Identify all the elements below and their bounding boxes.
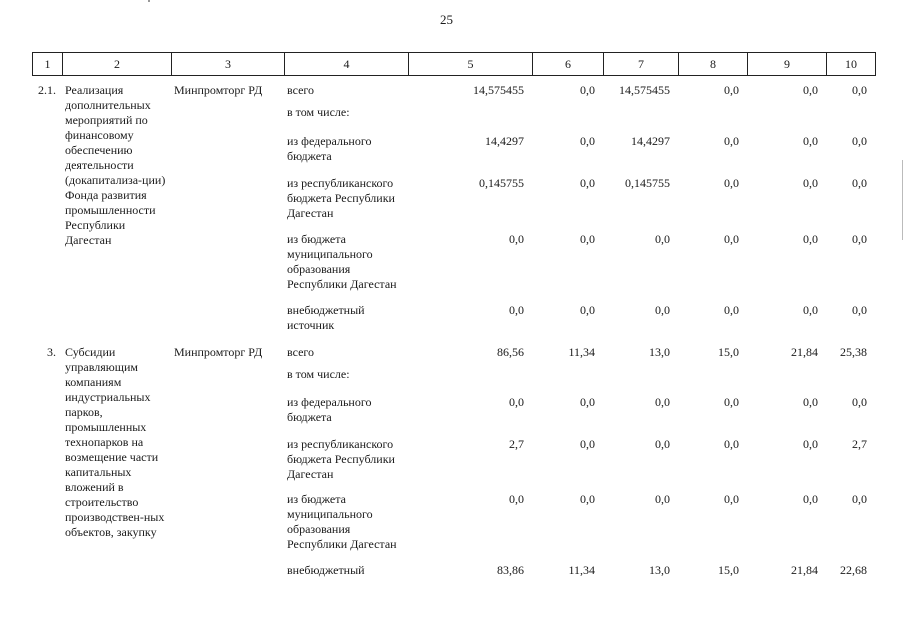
section-table <box>32 83 875 343</box>
section-executor: Минпромторг РД <box>174 345 263 359</box>
section-name: Реализация дополнительных мероприятий по финансовому обеспечению деятельности (докапитализа-ции) Фонда развития промышленности Республики Дагестан <box>65 83 166 247</box>
value-cell: 0,0 <box>580 492 595 506</box>
column-header-8: 8 <box>679 53 748 76</box>
value-cell: 0,0 <box>655 232 670 246</box>
value-cell: 0,0 <box>852 232 867 246</box>
value-cell: 0,0 <box>803 232 818 246</box>
table-row <box>32 83 875 105</box>
value-cell: 21,84 <box>791 345 818 359</box>
value-cell: 0,0 <box>509 395 524 409</box>
value-cell: 0,0 <box>803 395 818 409</box>
column-header-1: 1 <box>33 53 63 76</box>
value-cell: 0,0 <box>655 437 670 451</box>
value-cell: 0,0 <box>724 176 739 190</box>
column-header-4: 4 <box>285 53 409 76</box>
row-label: из бюджета муниципального образования Республики Дагестан <box>287 492 397 551</box>
value-cell: 0,145755 <box>625 176 670 190</box>
column-header-9: 9 <box>748 53 827 76</box>
value-cell: 11,34 <box>568 563 595 577</box>
value-cell: 22,68 <box>840 563 867 577</box>
scan-edge-mark <box>902 160 903 240</box>
column-header-3: 3 <box>172 53 285 76</box>
scan-speck <box>148 0 150 2</box>
row-label: из республиканского бюджета Республики Дагестан <box>287 437 395 481</box>
value-cell: 14,4297 <box>485 134 524 148</box>
value-cell: 0,0 <box>803 437 818 451</box>
value-cell: 0,0 <box>852 492 867 506</box>
value-cell: 0,0 <box>580 303 595 317</box>
value-cell: 0,0 <box>803 134 818 148</box>
section-executor: Минпромторг РД <box>174 83 263 97</box>
value-cell: 0,0 <box>580 176 595 190</box>
row-label: из республиканского бюджета Республики Дагестан <box>287 176 395 220</box>
row-label: из федерального бюджета <box>287 134 372 163</box>
value-cell: 0,0 <box>580 83 595 97</box>
value-cell: 0,0 <box>724 232 739 246</box>
section-number: 2.1. <box>38 83 56 97</box>
value-cell: 0,0 <box>580 134 595 148</box>
row-label: из бюджета муниципального образования Республики Дагестан <box>287 232 397 291</box>
value-cell: 0,0 <box>803 492 818 506</box>
value-cell: 0,0 <box>852 134 867 148</box>
value-cell: 2,7 <box>509 437 524 451</box>
value-cell: 2,7 <box>852 437 867 451</box>
value-cell: 0,0 <box>655 492 670 506</box>
value-cell: 83,86 <box>497 563 524 577</box>
value-cell: 0,0 <box>509 303 524 317</box>
value-cell: 0,0 <box>803 83 818 97</box>
value-cell: 0,0 <box>509 492 524 506</box>
value-cell: 0,0 <box>580 232 595 246</box>
row-label: всего <box>287 83 315 97</box>
value-cell: 14,4297 <box>631 134 670 148</box>
value-cell: 0,0 <box>724 395 739 409</box>
value-cell: 0,0 <box>724 83 739 97</box>
column-number-header <box>32 52 876 76</box>
value-cell: 0,0 <box>852 303 867 317</box>
column-header-6: 6 <box>533 53 604 76</box>
value-cell: 86,56 <box>497 345 524 359</box>
value-cell: 14,575455 <box>473 83 524 97</box>
section-table <box>32 345 875 585</box>
column-header-7: 7 <box>604 53 679 76</box>
value-cell: 0,0 <box>803 176 818 190</box>
section-name: Субсидии управляющим компаниям индустриальных парков, промышленных технопарков на возмещение части капитальных вложений в строительство производствен-ных объектов, закупку <box>65 345 165 539</box>
page-number: 25 <box>440 12 453 27</box>
row-label: внебюджетный источник <box>287 303 365 332</box>
row-label: внебюджетный <box>287 563 365 577</box>
value-cell: 15,0 <box>718 563 739 577</box>
value-cell: 0,0 <box>724 437 739 451</box>
column-header-2: 2 <box>63 53 172 76</box>
value-cell: 21,84 <box>791 563 818 577</box>
table-row <box>32 345 875 367</box>
value-cell: 0,0 <box>655 303 670 317</box>
value-cell: 0,0 <box>724 134 739 148</box>
value-cell: 0,0 <box>852 83 867 97</box>
value-cell: 0,0 <box>580 437 595 451</box>
value-cell: 0,0 <box>724 303 739 317</box>
value-cell: 0,0 <box>724 492 739 506</box>
value-cell: 13,0 <box>649 345 670 359</box>
value-cell: 25,38 <box>840 345 867 359</box>
value-cell: 0,0 <box>852 395 867 409</box>
row-label: в том числе: <box>287 367 350 381</box>
value-cell: 13,0 <box>649 563 670 577</box>
value-cell: 0,0 <box>803 303 818 317</box>
value-cell: 0,0 <box>509 232 524 246</box>
row-label: из федерального бюджета <box>287 395 372 424</box>
value-cell: 0,0 <box>655 395 670 409</box>
row-label: всего <box>287 345 315 359</box>
value-cell: 0,0 <box>852 176 867 190</box>
value-cell: 11,34 <box>568 345 595 359</box>
value-cell: 0,0 <box>580 395 595 409</box>
column-header-5: 5 <box>409 53 533 76</box>
row-label: в том числе: <box>287 105 350 119</box>
value-cell: 15,0 <box>718 345 739 359</box>
value-cell: 14,575455 <box>619 83 670 97</box>
column-header-10: 10 <box>827 53 876 76</box>
value-cell: 0,145755 <box>479 176 524 190</box>
section-number: 3. <box>47 345 56 359</box>
